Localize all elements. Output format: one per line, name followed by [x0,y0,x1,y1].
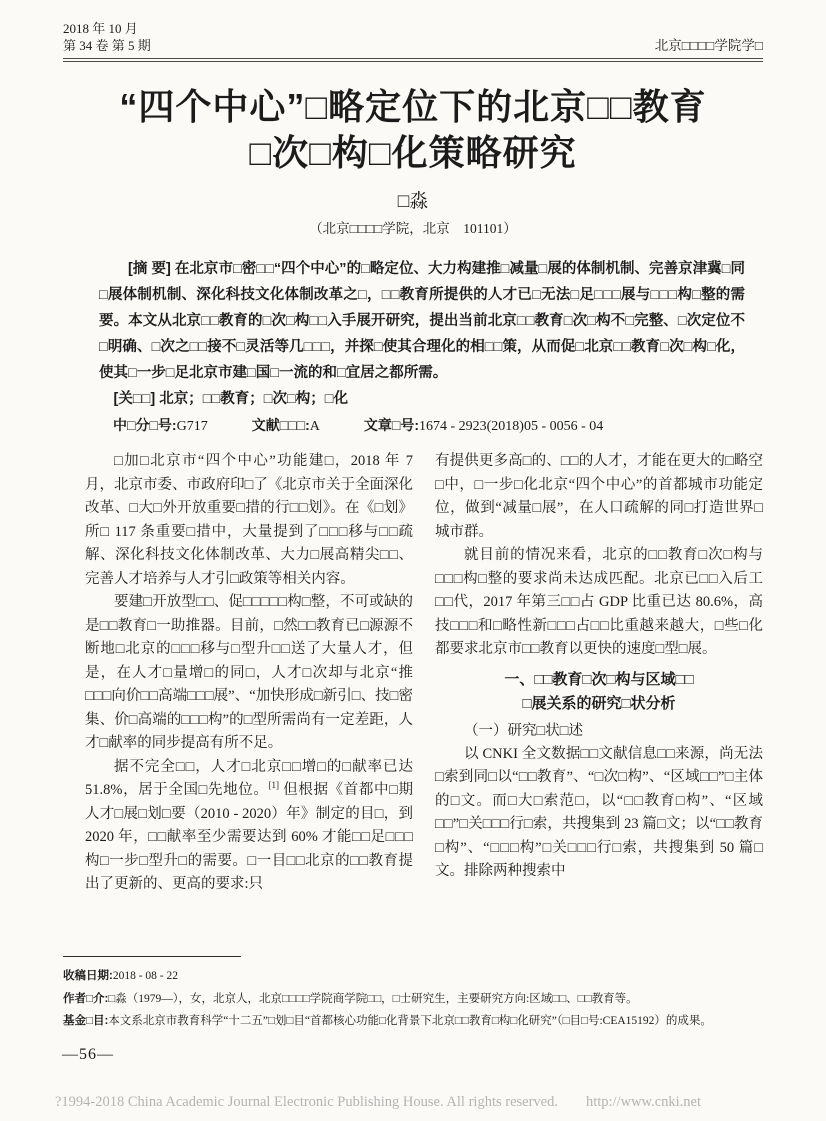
header-issue-info [63,20,151,54]
clc-label: 中□分□号: [113,417,177,433]
cnki-url: http://www.cnki.net [585,1094,702,1110]
header-date: 2018 年 10 月 [63,21,138,36]
abstract-text: 在北京市□密□□“四个中心”的□略定位、大力构建推□减量□展的体制机制、完善京津冀□同□展体制机制、深化科技文化体制改革之□，□□教育所提供的人才已□无法□足□□□展与□□□构□整的需要。本文从北京□□教育的□次□构□□入手展开研究，提出当前北京□□教育□次□构不□完整、□次定位不□明确、□次之□□接不□灵活等几□□□，并探□使其合理化的相□□策，从而促□北京□□教育□次□构□化，使其□一步□足北京市建□国□一流的和□宜居之都所需。 [99,261,745,381]
section-heading [435,668,763,716]
clc-number [113,414,208,438]
right-paragraph-1: 有提供更多高□的、□□的人才，才能在更大的□略空□中，□一步□化北京“四个中心”的首都城市功能定位，做到“减量□展”，在人口疏解的同□打造世界□城市群。 [435,453,763,540]
footnote-block [63,956,768,1033]
received-date-label: 收稿日期: [63,970,113,982]
funding-label: 基金□目: [63,1015,109,1027]
citation-ref-1: [1] [268,780,280,791]
header-volume-issue: 第 34 卷 第 5 期 [63,38,151,53]
paper-title [63,84,763,176]
copyright-watermark [55,1094,701,1111]
funding-value: 本文系北京市教育科学“十二五”□划□目“首都核心功能□化背景下北京□□教育□构□化研究”（□目□号:CEA15192）的成果。 [108,1015,712,1027]
document-code-label: 文献□□□: [251,417,310,433]
keywords-text: 北京；□□教育；□次□构；□化 [159,391,348,407]
page-header [63,20,763,54]
abstract-paragraph [99,256,745,386]
left-paragraph-2: 要建□开放型□□、促□□□□□构□整，不可或缺的是□□教育□一助推器。目前，□然□□教育已□源源不断地□北京的□□□移与□型升□□送了大量人才，但是，在人才□量增□的同□，人才□次却与北京“推□□□向价□□高端□□□展”、“加快形成□新引□、技□密集、价□高端的□□□构”的□型所需尚有一定差距，人才□献率的同步提高有所不足。 [85,594,413,751]
body-left-column [85,450,413,897]
article-id-label: 文章□号: [363,417,419,433]
left-paragraph-3 [85,756,413,897]
article-meta-line [99,414,745,438]
document-code-value: A [309,419,320,434]
keywords-label: [关□□] [113,391,160,407]
author-bio-value: □淼（1979—），女，北京人，北京□□□□学院商学院□□，□士研究生，主要研究方向:区域□□、□□教育等。 [108,992,638,1005]
copyright-text: ?1994-2018 China Academic Journal Electronic Publishing House. All rights reserved. [55,1094,558,1110]
received-date-value: 2018 - 08 - 22 [112,970,179,982]
article-id-value: 1674 - 2923(2018)05 - 0056 - 04 [418,419,604,434]
body-right-column [435,450,763,897]
left-paragraph-1: □加□北京市“四个中心”功能建□，2018 年 7 月，北京市委、市政府印□了《北京市关于全面深化改革、□大□外开放重要□措的行□□划》。在《□划》所□ 117 条重要□措中，大量提到了□□□移与□□疏解、深化科技文化体制改革、大力□展高精尖□□、完善人才培养与人才引□政策等相关内容。 [85,453,413,587]
article-id [364,414,603,438]
footnote-received-date [63,965,768,988]
footnote-separator [63,956,241,957]
body-columns [85,450,763,897]
right-paragraph-2: 就目前的情况来看，北京的□□教育□次□构与□□□构□整的要求尚未达成匹配。北京已□□入后工□□代，2017 年第三□□占 GDP 比重已达 80.6%，高技□□□和□略性新□□□占□□比重越来越大，□些□化都要求北京市□□教育以更快的速度□型□展。 [435,547,763,657]
footnote-funding [63,1010,768,1033]
subsection-heading: （一）研究□状□述 [464,722,584,739]
document-code [252,414,320,438]
page-number: —56— [62,1046,114,1063]
section-heading-line2: □展关系的研究□状分析 [522,694,676,712]
author-bio-label: 作者□介: [63,992,109,1005]
clc-value: G717 [176,419,208,434]
paper-title-line2: □次□构□化策略研究 [249,132,577,173]
footnote-author-bio [63,988,768,1011]
right-paragraph-3: 以 CNKI 全文数据□□文献信息□□来源，尚无法□索到同□以“□□教育”、“□次□构”、“区域□□”□主体的□文。而□大□索范□，以“□□教育□构”、“区域□□”□关□□□行□索，共搜集到 23 篇□文；以“□□教育□构”、“□□□构”□关□□□行□索，共搜集到 50 篇□文。排除两种搜索中 [435,745,763,879]
header-double-rule [63,58,763,62]
keywords-line [99,386,745,412]
author-affiliation: （北京□□□□学院，北京 101101） [309,221,517,236]
author-name: □淼 [397,191,429,212]
abstract-block [99,256,745,438]
left-paragraph-3-cont: 但根据《首都中□期人才□展□划□要（2010 - 2020）年》制定的目□，到 2020 年，□□献率至少需要达到 60% 才能□□足□□□构□一步□型升□的需要。□一目□□北京的□□教育提出了更新的、更高的要求:只 [85,782,413,892]
left-paragraph-3-text: 据不完全□□，人才□北京□□增□的□献率已达 51.8%，居于全国□先地位。 [85,758,413,798]
journal-name: 北京□□□□学院学□ [654,38,763,53]
section-heading-line1: 一、□□教育□次□构与区域□□ [504,670,694,688]
abstract-label: [摘 要] [128,261,175,277]
paper-title-line1: “四个中心”□略定位下的北京□□教育 [119,86,707,127]
